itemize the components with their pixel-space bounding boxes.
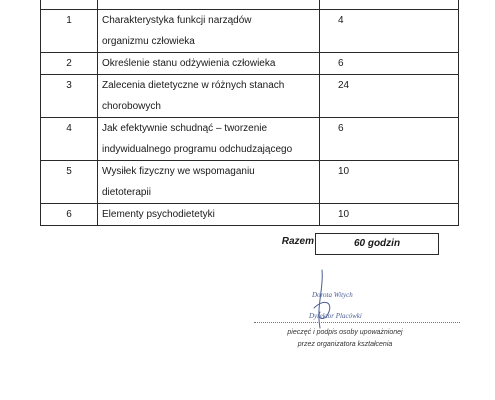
row-topic	[98, 75, 320, 118]
row-hours: 10	[320, 204, 459, 226]
signature-caption-line1: pieczęć i podpis osoby upoważnionej	[287, 329, 403, 336]
row-topic	[98, 10, 320, 53]
total-label: Razem	[281, 236, 314, 247]
row-hours: 10	[320, 161, 459, 204]
program-table	[40, 0, 459, 226]
row-hours: 6	[320, 118, 459, 161]
row-hours: 24	[320, 75, 459, 118]
table-row	[41, 118, 459, 161]
row-topic	[98, 118, 320, 161]
table-row	[41, 204, 459, 226]
signature-caption-line2: przez organizatora kształcenia	[297, 341, 393, 348]
row-number: 3	[41, 75, 98, 118]
row-topic	[98, 53, 320, 75]
row-number: 1	[41, 10, 98, 53]
topic-line: Zalecenia dietetyczne w różnych stanach	[102, 80, 285, 91]
row-topic	[98, 0, 320, 10]
row-number: 4	[41, 118, 98, 161]
table-row	[41, 161, 459, 204]
stamp-title: Dyrektor Placówki	[309, 312, 362, 320]
row-hours: 6	[320, 53, 459, 75]
table-row	[41, 53, 459, 75]
handwritten-signature	[294, 268, 354, 338]
row-number: 6	[41, 204, 98, 226]
row-topic	[98, 161, 320, 204]
topic-line: dietoterapii	[102, 187, 151, 198]
total-value: 60 godzin	[315, 233, 439, 255]
stamp-name: Dorota Witych	[312, 291, 353, 299]
row-hours	[320, 0, 459, 10]
topic-line: Elementy psychodietetyki	[102, 209, 215, 220]
table-row	[41, 0, 459, 10]
topic-line: Wysiłek fizyczny we wspomaganiu	[102, 166, 255, 177]
topic-line: Jak efektywnie schudnąć – tworzenie	[102, 123, 268, 134]
row-topic	[98, 204, 320, 226]
topic-line: indywidualnego programu odchudzającego	[102, 144, 293, 155]
row-number: 2	[41, 53, 98, 75]
row-number: 5	[41, 161, 98, 204]
topic-line: organizmu człowieka	[102, 36, 195, 47]
table-row	[41, 75, 459, 118]
row-hours: 4	[320, 10, 459, 53]
topic-line: chorobowych	[102, 101, 161, 112]
signature-line	[254, 322, 460, 323]
topic-line: Określenie stanu odżywienia człowieka	[102, 58, 276, 69]
topic-line: Charakterystyka funkcji narządów	[102, 15, 252, 26]
table-row	[41, 10, 459, 53]
row-number	[41, 0, 98, 10]
